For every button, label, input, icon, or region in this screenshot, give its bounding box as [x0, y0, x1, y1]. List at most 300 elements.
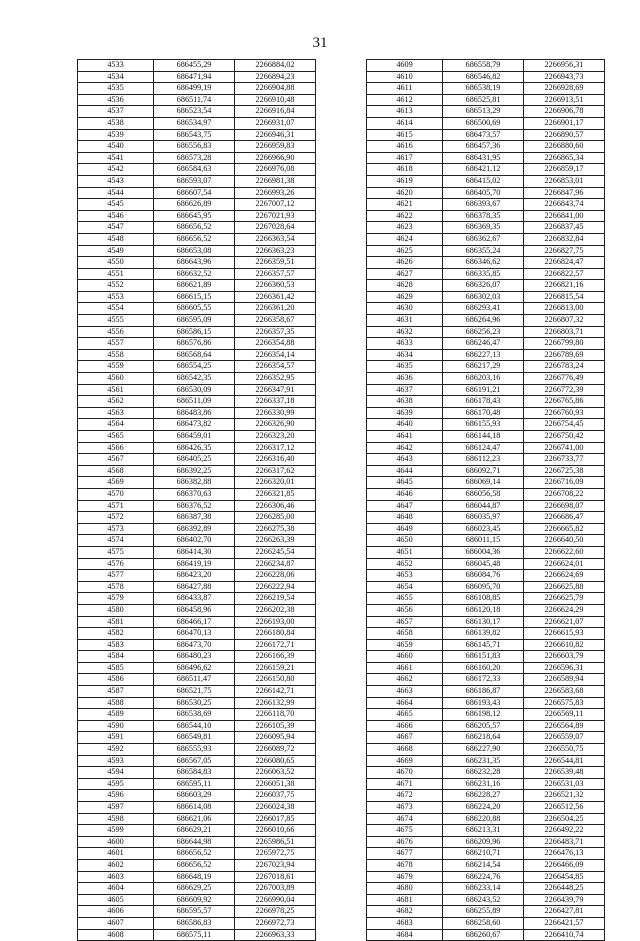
y-coordinate-cell: 2266884,02: [235, 60, 316, 72]
point-number-cell: 4558: [78, 349, 154, 361]
table-row: [367, 315, 605, 327]
x-coordinate-cell: 686092,71: [443, 465, 524, 477]
point-number-cell: 4580: [78, 604, 154, 616]
point-number-cell: 4638: [367, 396, 443, 408]
point-number-cell: 4562: [78, 396, 154, 408]
table-row: [367, 929, 605, 941]
point-number-cell: 4630: [367, 303, 443, 315]
x-coordinate-cell: 686220,88: [443, 813, 524, 825]
y-coordinate-cell: 2266904,88: [235, 83, 316, 95]
point-number-cell: 4675: [367, 825, 443, 837]
table-row: [367, 454, 605, 466]
table-row: [78, 396, 316, 408]
x-coordinate-cell: 686112,23: [443, 454, 524, 466]
x-coordinate-cell: 686644,98: [154, 836, 235, 848]
x-coordinate-cell: 686170,48: [443, 407, 524, 419]
table-row: [78, 697, 316, 709]
y-coordinate-cell: 2265972,75: [235, 848, 316, 860]
x-coordinate-cell: 686124,47: [443, 442, 524, 454]
x-coordinate-cell: 686455,29: [154, 60, 235, 72]
table-row: [367, 175, 605, 187]
table-row: [367, 222, 605, 234]
table-row: [78, 129, 316, 141]
table-row: [367, 802, 605, 814]
page-number: 31: [312, 35, 328, 51]
point-number-cell: 4620: [367, 187, 443, 199]
y-coordinate-cell: 2266625,88: [524, 581, 605, 593]
y-coordinate-cell: 2266166,39: [235, 651, 316, 663]
y-coordinate-cell: 2266624,29: [524, 604, 605, 616]
point-number-cell: 4644: [367, 465, 443, 477]
point-number-cell: 4585: [78, 662, 154, 674]
y-coordinate-cell: 2266466,09: [524, 859, 605, 871]
x-coordinate-cell: 686656,52: [154, 233, 235, 245]
y-coordinate-cell: 2266454,85: [524, 871, 605, 883]
point-number-cell: 4674: [367, 813, 443, 825]
x-coordinate-cell: 686595,11: [154, 778, 235, 790]
y-coordinate-cell: 2266843,74: [524, 199, 605, 211]
table-row: [367, 894, 605, 906]
table-row: [78, 291, 316, 303]
y-coordinate-cell: 2266095,94: [235, 732, 316, 744]
x-coordinate-cell: 686231,35: [443, 755, 524, 767]
x-coordinate-cell: 686546,82: [443, 71, 524, 83]
x-coordinate-cell: 686656,52: [154, 222, 235, 234]
y-coordinate-cell: 2266853,01: [524, 175, 605, 187]
point-number-cell: 4612: [367, 94, 443, 106]
point-number-cell: 4588: [78, 697, 154, 709]
y-coordinate-cell: 2266990,04: [235, 894, 316, 906]
point-number-cell: 4680: [367, 883, 443, 895]
table-row: [78, 570, 316, 582]
table-row: [367, 512, 605, 524]
table-row: [78, 778, 316, 790]
y-coordinate-cell: 2266799,80: [524, 338, 605, 350]
point-number-cell: 4577: [78, 570, 154, 582]
table-row: [78, 303, 316, 315]
x-coordinate-cell: 686382,88: [154, 477, 235, 489]
point-number-cell: 4647: [367, 500, 443, 512]
y-coordinate-cell: 2266956,31: [524, 60, 605, 72]
point-number-cell: 4561: [78, 384, 154, 396]
table-row: [367, 558, 605, 570]
y-coordinate-cell: 2266832,84: [524, 233, 605, 245]
table-row: [78, 210, 316, 222]
x-coordinate-cell: 686511,74: [154, 94, 235, 106]
table-row: [367, 906, 605, 918]
point-number-cell: 4591: [78, 732, 154, 744]
table-row: [78, 825, 316, 837]
point-number-cell: 4567: [78, 454, 154, 466]
coordinate-table-right-body: [367, 60, 605, 941]
x-coordinate-cell: 686414,30: [154, 546, 235, 558]
y-coordinate-cell: 2266105,39: [235, 720, 316, 732]
table-row: [367, 268, 605, 280]
point-number-cell: 4544: [78, 187, 154, 199]
x-coordinate-cell: 686607,54: [154, 187, 235, 199]
table-row: [78, 222, 316, 234]
point-number-cell: 4579: [78, 593, 154, 605]
x-coordinate-cell: 686538,19: [443, 83, 524, 95]
point-number-cell: 4648: [367, 512, 443, 524]
x-coordinate-cell: 686214,54: [443, 859, 524, 871]
table-row: [78, 883, 316, 895]
x-coordinate-cell: 686233,14: [443, 883, 524, 895]
y-coordinate-cell: 2266080,65: [235, 755, 316, 767]
table-row: [78, 199, 316, 211]
table-row: [367, 790, 605, 802]
y-coordinate-cell: 2266824,47: [524, 257, 605, 269]
table-row: [78, 628, 316, 640]
table-row: [78, 233, 316, 245]
x-coordinate-cell: 686056,58: [443, 488, 524, 500]
x-coordinate-cell: 686496,62: [154, 662, 235, 674]
point-number-cell: 4600: [78, 836, 154, 848]
y-coordinate-cell: 2266772,39: [524, 384, 605, 396]
x-coordinate-cell: 686227,13: [443, 349, 524, 361]
x-coordinate-cell: 686593,07: [154, 175, 235, 187]
y-coordinate-cell: 2266880,60: [524, 141, 605, 153]
table-row: [78, 848, 316, 860]
coordinate-table-left-body: [78, 60, 316, 941]
point-number-cell: 4610: [367, 71, 443, 83]
point-number-cell: 4542: [78, 164, 154, 176]
x-coordinate-cell: 686499,19: [154, 83, 235, 95]
x-coordinate-cell: 686521,75: [154, 686, 235, 698]
x-coordinate-cell: 686224,76: [443, 871, 524, 883]
table-row: [78, 512, 316, 524]
x-coordinate-cell: 686095,70: [443, 581, 524, 593]
x-coordinate-cell: 686205,57: [443, 720, 524, 732]
x-coordinate-cell: 686246,47: [443, 338, 524, 350]
x-coordinate-cell: 686264,96: [443, 315, 524, 327]
table-row: [367, 60, 605, 72]
x-coordinate-cell: 686525,81: [443, 94, 524, 106]
y-coordinate-cell: 2266531,03: [524, 778, 605, 790]
point-number-cell: 4615: [367, 129, 443, 141]
y-coordinate-cell: 2266410,74: [524, 929, 605, 941]
table-row: [78, 117, 316, 129]
y-coordinate-cell: 2266981,38: [235, 175, 316, 187]
point-number-cell: 4661: [367, 662, 443, 674]
x-coordinate-cell: 686178,43: [443, 396, 524, 408]
point-number-cell: 4569: [78, 477, 154, 489]
table-row: [78, 593, 316, 605]
x-coordinate-cell: 686260,67: [443, 929, 524, 941]
point-number-cell: 4677: [367, 848, 443, 860]
x-coordinate-cell: 686369,35: [443, 222, 524, 234]
point-number-cell: 4641: [367, 431, 443, 443]
y-coordinate-cell: 2266306,46: [235, 500, 316, 512]
y-coordinate-cell: 2266708,22: [524, 488, 605, 500]
point-number-cell: 4568: [78, 465, 154, 477]
x-coordinate-cell: 686130,17: [443, 616, 524, 628]
point-number-cell: 4671: [367, 778, 443, 790]
point-number-cell: 4682: [367, 906, 443, 918]
table-row: [78, 106, 316, 118]
point-number-cell: 4654: [367, 581, 443, 593]
x-coordinate-cell: 686567,05: [154, 755, 235, 767]
table-row: [367, 778, 605, 790]
table-row: [367, 836, 605, 848]
point-number-cell: 4667: [367, 732, 443, 744]
table-row: [367, 767, 605, 779]
x-coordinate-cell: 686470,13: [154, 628, 235, 640]
table-row: [78, 60, 316, 72]
x-coordinate-cell: 686575,11: [154, 929, 235, 941]
y-coordinate-cell: 2266890,57: [524, 129, 605, 141]
point-number-cell: 4602: [78, 859, 154, 871]
point-number-cell: 4557: [78, 338, 154, 350]
point-number-cell: 4546: [78, 210, 154, 222]
table-row: [78, 581, 316, 593]
y-coordinate-cell: 2266789,69: [524, 349, 605, 361]
table-row: [367, 419, 605, 431]
table-row: [367, 709, 605, 721]
y-coordinate-cell: 2266142,71: [235, 686, 316, 698]
table-row: [367, 152, 605, 164]
x-coordinate-cell: 686108,85: [443, 593, 524, 605]
y-coordinate-cell: 2266741,00: [524, 442, 605, 454]
point-number-cell: 4539: [78, 129, 154, 141]
x-coordinate-cell: 686544,10: [154, 720, 235, 732]
point-number-cell: 4563: [78, 407, 154, 419]
y-coordinate-cell: 2266172,71: [235, 639, 316, 651]
x-coordinate-cell: 686576,86: [154, 338, 235, 350]
point-number-cell: 4633: [367, 338, 443, 350]
y-coordinate-cell: 2266733,77: [524, 454, 605, 466]
table-row: [367, 129, 605, 141]
x-coordinate-cell: 686549,81: [154, 732, 235, 744]
y-coordinate-cell: 2266928,69: [524, 83, 605, 95]
y-coordinate-cell: 2266906,78: [524, 106, 605, 118]
table-row: [78, 674, 316, 686]
x-coordinate-cell: 686534,97: [154, 117, 235, 129]
point-number-cell: 4642: [367, 442, 443, 454]
x-coordinate-cell: 686530,25: [154, 697, 235, 709]
x-coordinate-cell: 686069,14: [443, 477, 524, 489]
y-coordinate-cell: 2266180,84: [235, 628, 316, 640]
point-number-cell: 4631: [367, 315, 443, 327]
point-number-cell: 4656: [367, 604, 443, 616]
x-coordinate-cell: 686459,01: [154, 431, 235, 443]
table-row: [367, 187, 605, 199]
point-number-cell: 4632: [367, 326, 443, 338]
point-number-cell: 4582: [78, 628, 154, 640]
point-number-cell: 4611: [367, 83, 443, 95]
point-number-cell: 4618: [367, 164, 443, 176]
point-number-cell: 4576: [78, 558, 154, 570]
point-number-cell: 4646: [367, 488, 443, 500]
table-row: [367, 871, 605, 883]
point-number-cell: 4608: [78, 929, 154, 941]
table-row: [367, 257, 605, 269]
point-number-cell: 4666: [367, 720, 443, 732]
y-coordinate-cell: 2266051,38: [235, 778, 316, 790]
y-coordinate-cell: 2266963,33: [235, 929, 316, 941]
point-number-cell: 4622: [367, 210, 443, 222]
y-coordinate-cell: 2266821,16: [524, 280, 605, 292]
x-coordinate-cell: 686538,69: [154, 709, 235, 721]
x-coordinate-cell: 686243,52: [443, 894, 524, 906]
table-row: [367, 813, 605, 825]
point-number-cell: 4598: [78, 813, 154, 825]
table-row: [78, 361, 316, 373]
x-coordinate-cell: 686653,08: [154, 245, 235, 257]
y-coordinate-cell: 2266943,73: [524, 71, 605, 83]
x-coordinate-cell: 686392,25: [154, 465, 235, 477]
y-coordinate-cell: 2266621,07: [524, 616, 605, 628]
x-coordinate-cell: 686326,07: [443, 280, 524, 292]
table-row: [367, 546, 605, 558]
point-number-cell: 4549: [78, 245, 154, 257]
point-number-cell: 4652: [367, 558, 443, 570]
x-coordinate-cell: 686370,63: [154, 488, 235, 500]
table-row: [78, 523, 316, 535]
point-number-cell: 4554: [78, 303, 154, 315]
point-number-cell: 4587: [78, 686, 154, 698]
x-coordinate-cell: 686427,88: [154, 581, 235, 593]
point-number-cell: 4541: [78, 152, 154, 164]
table-row: [367, 535, 605, 547]
y-coordinate-cell: 2266219,54: [235, 593, 316, 605]
point-number-cell: 4559: [78, 361, 154, 373]
table-row: [367, 303, 605, 315]
table-row: [78, 744, 316, 756]
table-row: [367, 373, 605, 385]
table-row: [78, 720, 316, 732]
x-coordinate-cell: 686626,89: [154, 199, 235, 211]
y-coordinate-cell: 2266089,72: [235, 744, 316, 756]
point-number-cell: 4597: [78, 802, 154, 814]
x-coordinate-cell: 686362,67: [443, 233, 524, 245]
x-coordinate-cell: 686227,90: [443, 744, 524, 756]
y-coordinate-cell: 2266024,38: [235, 802, 316, 814]
point-number-cell: 4564: [78, 419, 154, 431]
y-coordinate-cell: 2266118,70: [235, 709, 316, 721]
point-number-cell: 4625: [367, 245, 443, 257]
y-coordinate-cell: 2267018,61: [235, 871, 316, 883]
table-row: [367, 720, 605, 732]
x-coordinate-cell: 686209,96: [443, 836, 524, 848]
point-number-cell: 4535: [78, 83, 154, 95]
y-coordinate-cell: 2266931,07: [235, 117, 316, 129]
table-row: [367, 848, 605, 860]
x-coordinate-cell: 686193,43: [443, 697, 524, 709]
table-row: [78, 802, 316, 814]
point-number-cell: 4663: [367, 686, 443, 698]
x-coordinate-cell: 686586,15: [154, 326, 235, 338]
point-number-cell: 4655: [367, 593, 443, 605]
x-coordinate-cell: 686643,96: [154, 257, 235, 269]
table-row: [78, 71, 316, 83]
x-coordinate-cell: 686084,76: [443, 570, 524, 582]
x-coordinate-cell: 686542,35: [154, 373, 235, 385]
x-coordinate-cell: 686543,75: [154, 129, 235, 141]
table-row: [78, 141, 316, 153]
x-coordinate-cell: 686255,89: [443, 906, 524, 918]
x-coordinate-cell: 686511,47: [154, 674, 235, 686]
point-number-cell: 4586: [78, 674, 154, 686]
x-coordinate-cell: 686471,94: [154, 71, 235, 83]
point-number-cell: 4570: [78, 488, 154, 500]
x-coordinate-cell: 686004,36: [443, 546, 524, 558]
y-coordinate-cell: 2266803,71: [524, 326, 605, 338]
point-number-cell: 4571: [78, 500, 154, 512]
y-coordinate-cell: 2266202,38: [235, 604, 316, 616]
x-coordinate-cell: 686145,71: [443, 639, 524, 651]
y-coordinate-cell: 2266993,26: [235, 187, 316, 199]
point-number-cell: 4605: [78, 894, 154, 906]
table-row: [78, 431, 316, 443]
y-coordinate-cell: 2266686,47: [524, 512, 605, 524]
point-number-cell: 4540: [78, 141, 154, 153]
point-number-cell: 4590: [78, 720, 154, 732]
point-number-cell: 4556: [78, 326, 154, 338]
x-coordinate-cell: 686603,29: [154, 790, 235, 802]
y-coordinate-cell: 2266320,01: [235, 477, 316, 489]
x-coordinate-cell: 686228,27: [443, 790, 524, 802]
table-row: [367, 141, 605, 153]
y-coordinate-cell: 2266754,45: [524, 419, 605, 431]
point-number-cell: 4628: [367, 280, 443, 292]
y-coordinate-cell: 2266559,07: [524, 732, 605, 744]
table-row: [367, 859, 605, 871]
y-coordinate-cell: 2266193,00: [235, 616, 316, 628]
y-coordinate-cell: 2266550,75: [524, 744, 605, 756]
table-row: [78, 338, 316, 350]
point-number-cell: 4575: [78, 546, 154, 558]
point-number-cell: 4593: [78, 755, 154, 767]
x-coordinate-cell: 686431,95: [443, 152, 524, 164]
point-number-cell: 4581: [78, 616, 154, 628]
x-coordinate-cell: 686172,33: [443, 674, 524, 686]
point-number-cell: 4617: [367, 152, 443, 164]
x-coordinate-cell: 686573,28: [154, 152, 235, 164]
x-coordinate-cell: 686421,12: [443, 164, 524, 176]
x-coordinate-cell: 686554,25: [154, 361, 235, 373]
table-row: [367, 384, 605, 396]
x-coordinate-cell: 686523,54: [154, 106, 235, 118]
table-row: [78, 917, 316, 929]
table-row: [78, 558, 316, 570]
y-coordinate-cell: 2266640,50: [524, 535, 605, 547]
x-coordinate-cell: 686614,08: [154, 802, 235, 814]
table-row: [367, 581, 605, 593]
y-coordinate-cell: 2266564,89: [524, 720, 605, 732]
point-number-cell: 4574: [78, 535, 154, 547]
table-row: [78, 257, 316, 269]
table-row: [78, 326, 316, 338]
y-coordinate-cell: 2266483,71: [524, 836, 605, 848]
point-number-cell: 4634: [367, 349, 443, 361]
y-coordinate-cell: 2266622,60: [524, 546, 605, 558]
y-coordinate-cell: 2266476,13: [524, 848, 605, 860]
y-coordinate-cell: 2266448,25: [524, 883, 605, 895]
point-number-cell: 4645: [367, 477, 443, 489]
table-row: [78, 546, 316, 558]
point-number-cell: 4659: [367, 639, 443, 651]
x-coordinate-cell: 686473,82: [154, 419, 235, 431]
y-coordinate-cell: 2266330,99: [235, 407, 316, 419]
y-coordinate-cell: 2266222,94: [235, 581, 316, 593]
table-row: [367, 164, 605, 176]
x-coordinate-cell: 686045,48: [443, 558, 524, 570]
y-coordinate-cell: 2266725,38: [524, 465, 605, 477]
y-coordinate-cell: 2266245,54: [235, 546, 316, 558]
point-number-cell: 4678: [367, 859, 443, 871]
x-coordinate-cell: 686378,35: [443, 210, 524, 222]
